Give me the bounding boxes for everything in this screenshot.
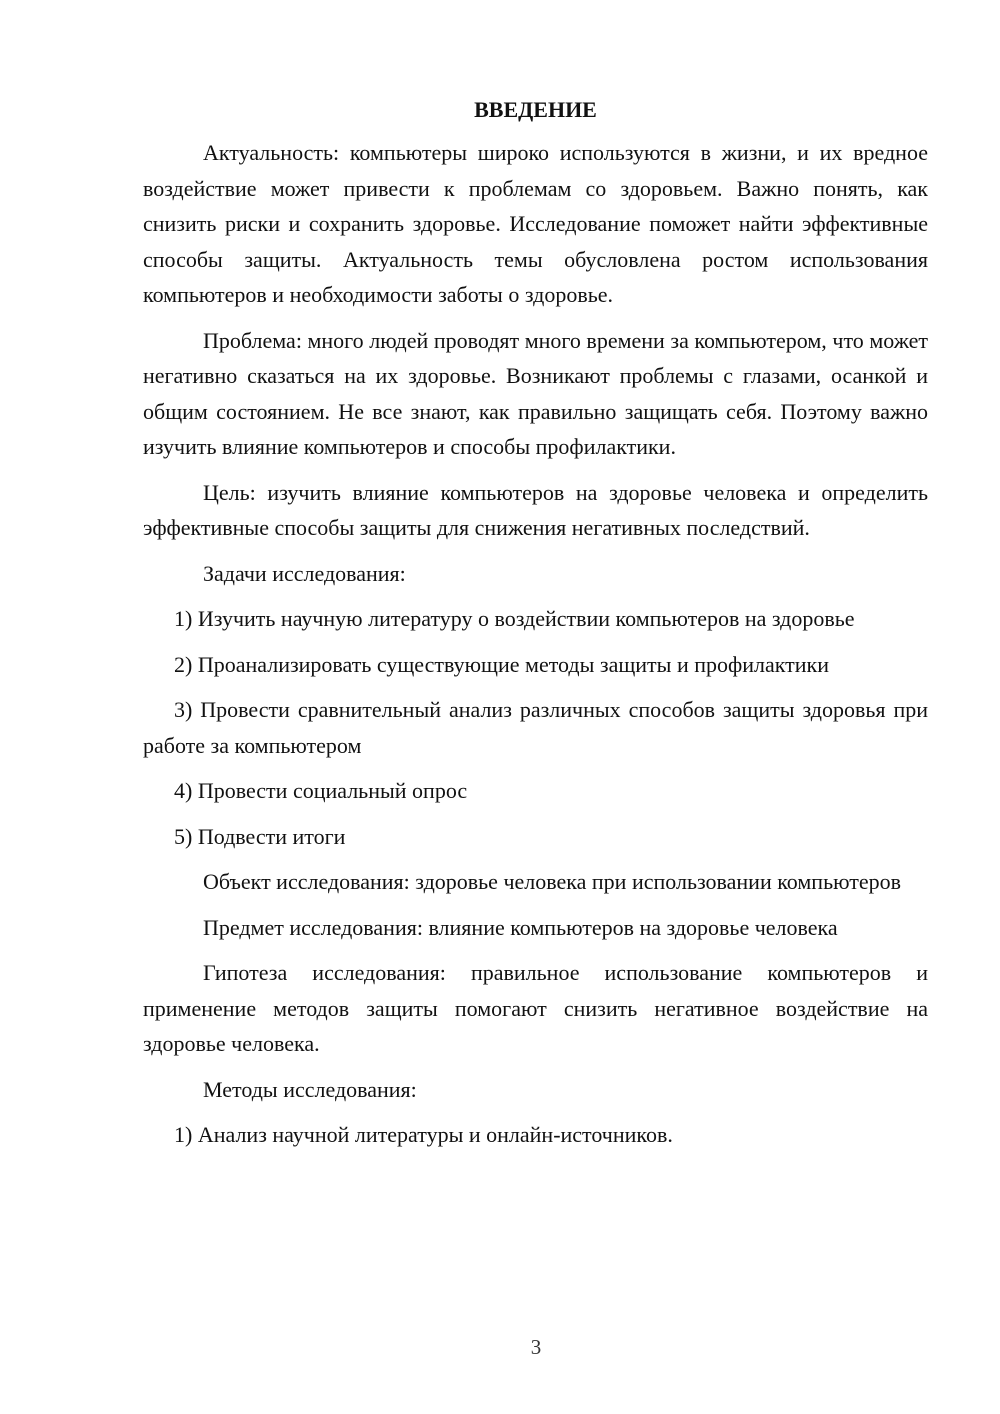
- methods-heading: Методы исследования:: [203, 1076, 417, 1102]
- relevance-paragraph: Актуальность: компьютеры широко используются в жизни, и их вредное воздействие может привести к проблемам со здоровьем. Важно понять, как снизить риски и сохранить здоровье. Исследование поможет найти эффективные способы защиты. Актуальность темы обусловлена ростом использования компьютеров и необходимости заботы о здоровье.: [143, 140, 928, 307]
- page-content: [143, 92, 928, 1163]
- hypothesis-paragraph: Гипотеза исследования: правильное использование компьютеров и применение методов защиты помогают снизить негативное воздействие на здоровье человека.: [143, 960, 928, 1056]
- task-item-5: 5) Подвести итоги: [174, 823, 346, 849]
- task-item-2: 2) Проанализировать существующие методы защиты и профилактики: [174, 651, 830, 677]
- page-number: 3: [530, 1335, 542, 1359]
- object-paragraph: Объект исследования: здоровье человека при использовании компьютеров: [203, 869, 902, 894]
- subject-paragraph: Предмет исследования: влияние компьютеров на здоровье человека: [203, 914, 838, 940]
- task-item-3: 3) Провести сравнительный анализ различных способов защиты здоровья при работе за компьютером: [143, 697, 928, 758]
- goal-paragraph: Цель: изучить влияние компьютеров на здоровье человека и определить эффективные способы защиты для снижения негативных последствий.: [143, 479, 928, 540]
- task-item-1: 1) Изучить научную литературу о воздействии компьютеров на здоровье: [174, 606, 855, 631]
- section-title: ВВЕДЕНИЕ: [474, 97, 597, 122]
- task-item-4: 4) Провести социальный опрос: [174, 778, 468, 803]
- method-item-1: 1) Анализ научной литературы и онлайн-источников.: [174, 1122, 673, 1147]
- tasks-heading: Задачи исследования:: [203, 560, 406, 586]
- problem-paragraph: Проблема: много людей проводят много времени за компьютером, что может негативно сказаться на их здоровье. Возникают проблемы с глазами, осанкой и общим состоянием. Не все знают, как правильно защищать себя. Поэтому важно изучить влияние компьютеров и способы профилактики.: [143, 327, 928, 459]
